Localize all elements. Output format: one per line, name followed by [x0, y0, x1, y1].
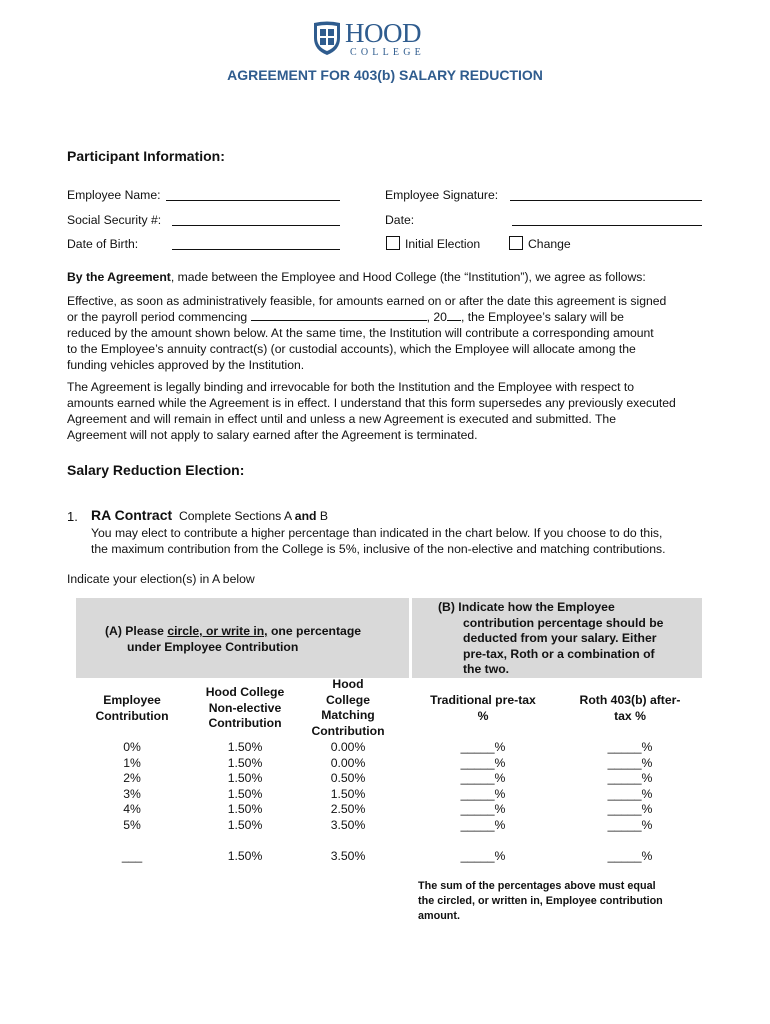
- col-header-nonelective-l2: Non-elective: [208, 700, 282, 715]
- col-header-matching-l2: College: [325, 692, 371, 707]
- custom-contribution-row: [82, 849, 702, 865]
- date-label: Date:: [385, 213, 415, 227]
- traditional-field[interactable]: _____%: [460, 755, 506, 770]
- sum-note-line1: The sum of the percentages above must equal: [418, 880, 656, 892]
- item-instr-b: B: [319, 509, 328, 523]
- table-row: [82, 787, 702, 803]
- traditional-field[interactable]: _____%: [460, 786, 506, 801]
- employee-option[interactable]: 5%: [123, 817, 141, 832]
- col-header-matching-l3: Matching: [321, 708, 375, 723]
- election-heading: Salary Reduction Election:: [67, 462, 245, 478]
- section-a-instructions: [105, 623, 361, 655]
- roth-field[interactable]: _____%: [607, 817, 653, 832]
- table-row: [82, 756, 702, 772]
- table-row: [82, 740, 702, 756]
- employee-option[interactable]: 0%: [123, 740, 141, 754]
- col-header-matching-l1: Hood: [332, 677, 364, 691]
- col-header-roth-l2: tax %: [614, 708, 646, 723]
- traditional-field[interactable]: _____%: [460, 740, 506, 754]
- nonelective-value: 1.50%: [227, 786, 263, 801]
- sum-note-line2: the circled, or written in, Employee contribution: [418, 895, 663, 907]
- nonelective-value: 1.50%: [227, 740, 263, 754]
- matching-value: 3.50%: [330, 817, 366, 832]
- initial-election-checkbox[interactable]: [386, 236, 400, 250]
- table-row: [82, 802, 702, 818]
- traditional-field[interactable]: _____%: [460, 817, 506, 832]
- custom-matching-value: 3.50%: [330, 849, 366, 863]
- signature-label: Employee Signature:: [385, 188, 499, 202]
- item-instr-a: Complete Sections A: [178, 509, 292, 523]
- roth-field[interactable]: _____%: [607, 771, 653, 786]
- agreement-paragraph-1: [67, 293, 707, 373]
- sum-note-line3: amount.: [418, 910, 460, 922]
- item-title-row: [91, 507, 328, 523]
- roth-field[interactable]: _____%: [607, 786, 653, 801]
- section-a-suffix: one percentage: [267, 624, 362, 638]
- para1-year-prefix: , 20: [426, 310, 447, 324]
- table-row: [82, 771, 702, 787]
- item-note: [91, 525, 711, 557]
- para1-line4: to the Employee’s annuity contract(s) (or custodial accounts), which the Employee will allocate among the: [67, 342, 636, 356]
- custom-roth-field[interactable]: _____%: [607, 849, 653, 863]
- change-label: Change: [528, 237, 571, 251]
- roth-field[interactable]: _____%: [607, 755, 653, 770]
- para1-line1: Effective, as soon as administratively feasible, for amounts earned on or after the date this agreement is signed: [67, 294, 667, 308]
- shield-icon: [312, 20, 342, 56]
- para1-line2-text: or the payroll period commencing: [67, 310, 248, 324]
- custom-employee-field[interactable]: ___: [121, 849, 143, 863]
- nonelective-value: 1.50%: [227, 817, 263, 832]
- item-instr-and: and: [294, 509, 317, 523]
- section-a-prefix: (A) Please: [105, 624, 168, 638]
- ssn-field[interactable]: [172, 213, 340, 226]
- employee-option[interactable]: 2%: [123, 771, 141, 786]
- traditional-field[interactable]: _____%: [460, 802, 506, 817]
- section-b-line5: the two.: [463, 662, 510, 677]
- payroll-period-field[interactable]: [251, 309, 427, 321]
- para2-line4: Agreement will not apply to salary earned after the Agreement is terminated.: [67, 428, 478, 442]
- employee-name-field[interactable]: [166, 188, 340, 201]
- participant-heading: Participant Information:: [67, 148, 225, 164]
- item-number: 1.: [67, 509, 78, 524]
- col-header-roth-l1: Roth 403(b) after-: [579, 693, 681, 707]
- col-header-traditional-l1: Traditional pre-tax: [430, 693, 536, 707]
- item-note-line2: the maximum contribution from the College is 5%, inclusive of the non-elective and matching contributions.: [91, 542, 666, 556]
- para2-line2: amounts earned while the Agreement is in effect. I understand that this form supersedes any previously executed: [67, 396, 676, 410]
- matching-value: 0.00%: [330, 755, 366, 770]
- nonelective-value: 1.50%: [227, 802, 263, 817]
- indicate-election-text: Indicate your election(s) in A below: [67, 572, 255, 586]
- table-row: [82, 818, 702, 834]
- col-header-nonelective-l1: Hood College: [205, 685, 285, 699]
- section-b-instructions: [438, 600, 663, 678]
- ssn-label: Social Security #:: [67, 213, 162, 227]
- employee-option[interactable]: 1%: [123, 755, 141, 770]
- section-b-header: [412, 598, 702, 678]
- para1-line3: reduced by the amount shown below. At the same time, the Institution will contribute a corresponding amount: [67, 326, 654, 340]
- para1-line2-end: , the Employee’s salary will be: [460, 310, 624, 324]
- section-b-line1: (B) Indicate how the Employee: [438, 600, 615, 614]
- item-note-line1: You may elect to contribute a higher percentage than indicated in the chart below. If you choose to do this,: [91, 526, 663, 540]
- signature-field[interactable]: [510, 188, 702, 201]
- contribution-rows: [82, 740, 702, 834]
- matching-value: 1.50%: [330, 786, 366, 801]
- col-header-traditional: [413, 693, 553, 724]
- section-b-line2: contribution percentage should be: [463, 615, 664, 630]
- matching-value: 2.50%: [330, 802, 366, 817]
- section-a-header: [76, 598, 409, 678]
- nonelective-value: 1.50%: [227, 755, 263, 770]
- initial-election-label: Initial Election: [405, 237, 481, 251]
- logo-subtitle: COLLEGE: [350, 47, 425, 58]
- sum-note: [418, 879, 663, 924]
- col-header-traditional-l2: %: [477, 708, 489, 723]
- col-header-roth: [560, 693, 700, 724]
- para2-line1: The Agreement is legally binding and irrevocable for both the Institution and the Employee with respect to: [67, 380, 635, 394]
- employee-name-label: Employee Name:: [67, 188, 161, 202]
- col-header-matching: [300, 677, 396, 739]
- agreement-paragraph-2: [67, 379, 707, 443]
- matching-value: 0.50%: [330, 771, 366, 786]
- section-a-line2: under Employee Contribution: [127, 640, 299, 654]
- col-header-nonelective: [190, 685, 300, 732]
- col-header-employee: [82, 693, 182, 724]
- col-header-employee-l2: Contribution: [95, 708, 169, 723]
- agreement-intro: [67, 269, 707, 285]
- document-title: AGREEMENT FOR 403(b) SALARY REDUCTION: [227, 67, 543, 83]
- year-field[interactable]: [447, 309, 461, 321]
- custom-traditional-field[interactable]: _____%: [460, 849, 506, 863]
- item-title: RA Contract: [91, 507, 173, 523]
- employee-option[interactable]: 3%: [123, 786, 141, 801]
- date-field[interactable]: [512, 213, 702, 226]
- para1-line5: funding vehicles approved by the Institution.: [67, 358, 305, 372]
- hood-college-logo: [312, 18, 442, 62]
- agreement-intro-text: , made between the Employee and Hood College (the “Institution”), we agree as follows:: [170, 270, 646, 284]
- dob-label: Date of Birth:: [67, 237, 139, 251]
- roth-field[interactable]: _____%: [607, 802, 653, 817]
- section-a-underlined: circle, or write in,: [167, 624, 268, 638]
- traditional-field[interactable]: _____%: [460, 771, 506, 786]
- para1-line2: [67, 309, 707, 325]
- nonelective-value: 1.50%: [227, 771, 263, 786]
- section-b-line3: deducted from your salary. Either: [463, 631, 657, 646]
- logo-wordmark: HOOD: [345, 18, 421, 48]
- dob-field[interactable]: [172, 237, 340, 250]
- roth-field[interactable]: _____%: [607, 740, 653, 754]
- col-header-nonelective-l3: Contribution: [208, 716, 282, 731]
- custom-nonelective-value: 1.50%: [227, 849, 263, 863]
- section-b-line4: pre-tax, Roth or a combination of: [463, 646, 655, 661]
- agreement-intro-bold: By the Agreement: [67, 270, 171, 284]
- change-checkbox[interactable]: [509, 236, 523, 250]
- col-header-matching-l4: Contribution: [311, 723, 385, 738]
- matching-value: 0.00%: [330, 740, 366, 754]
- para2-line3: Agreement and will remain in effect until and unless a new Agreement is executed and submitted. The: [67, 412, 616, 426]
- employee-option[interactable]: 4%: [123, 802, 141, 817]
- col-header-employee-l1: Employee: [103, 693, 161, 707]
